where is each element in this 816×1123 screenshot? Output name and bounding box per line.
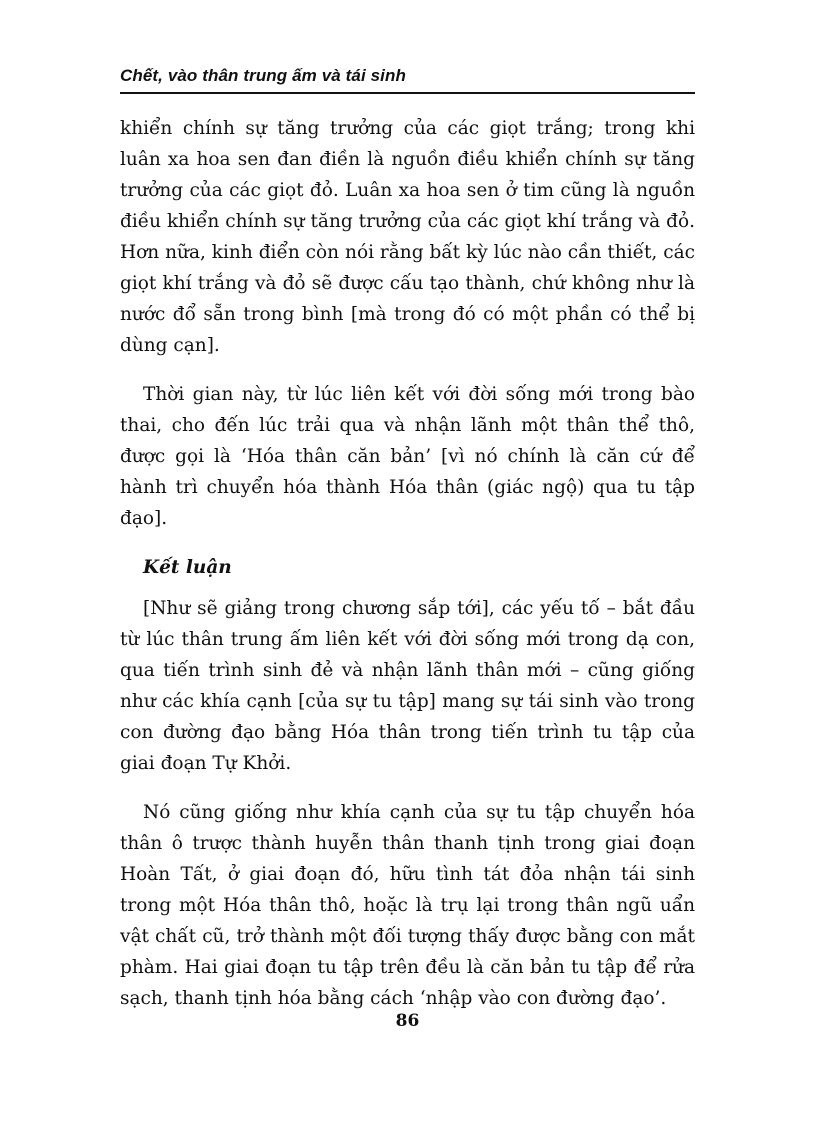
body-text xyxy=(120,113,695,1014)
paragraph-2: Thời gian này, từ lúc liên kết với đời sống mới trong bào thai, cho đến lúc trải qua và nhận lãnh một thân thể thô, được gọi là ‘Hóa thân căn bản’ [vì nó chính là căn cứ để hành trì chuyển hóa thành Hóa thân (giác ngộ) qua tu tập đạo]. xyxy=(120,384,695,529)
section-heading: Kết luận xyxy=(143,557,232,578)
running-header-title: Chết, vào thân trung ấm và tái sinh xyxy=(120,66,406,85)
paragraph-4: Nó cũng giống như khía cạnh của sự tu tập chuyển hóa thân ô trược thành huyễn thân thanh tịnh trong giai đoạn Hoàn Tất, ở giai đoạn đó, hữu tình tát đỏa nhận tái sinh trong một Hóa thân thô, hoặc là trụ lại trong thân ngũ uẩn vật chất cũ, trở thành một đối tượng thấy được bằng con mắt phàm. Hai giai đoạn tu tập trên đều là căn bản tu tập để rửa sạch, thanh tịnh hóa bằng cách ‘nhập vào con đường đạo’. xyxy=(120,802,695,1009)
header-divider xyxy=(120,92,695,94)
paragraph-1: khiển chính sự tăng trưởng của các giọt trắng; trong khi luân xa hoa sen đan điền là nguồn điều khiển chính sự tăng trưởng của các giọt đỏ. Luân xa hoa sen ở tim cũng là nguồn điều khiển chính sự tăng trưởng của các giọt khí trắng và đỏ. Hơn nữa, kinh điển còn nói rằng bất kỳ lúc nào cần thiết, các giọt khí trắng và đỏ sẽ được cấu tạo thành, chứ không như là nước đổ sẵn trong bình [mà trong đó có một phần có thể bị dùng cạn]. xyxy=(120,118,695,356)
page-number: 86 xyxy=(395,1011,420,1031)
paragraph-3: [Như sẽ giảng trong chương sắp tới], các yếu tố – bắt đầu từ lúc thân trung ấm liên kết với đời sống mới trong dạ con, qua tiến trình sinh đẻ và nhận lãnh thân mới – cũng giống như các khía cạnh [của sự tu tập] mang sự tái sinh vào trong con đường đạo bằng Hóa thân trong tiến trình tu tập của giai đoạn Tự Khởi. xyxy=(120,598,695,774)
book-page xyxy=(120,0,695,1123)
